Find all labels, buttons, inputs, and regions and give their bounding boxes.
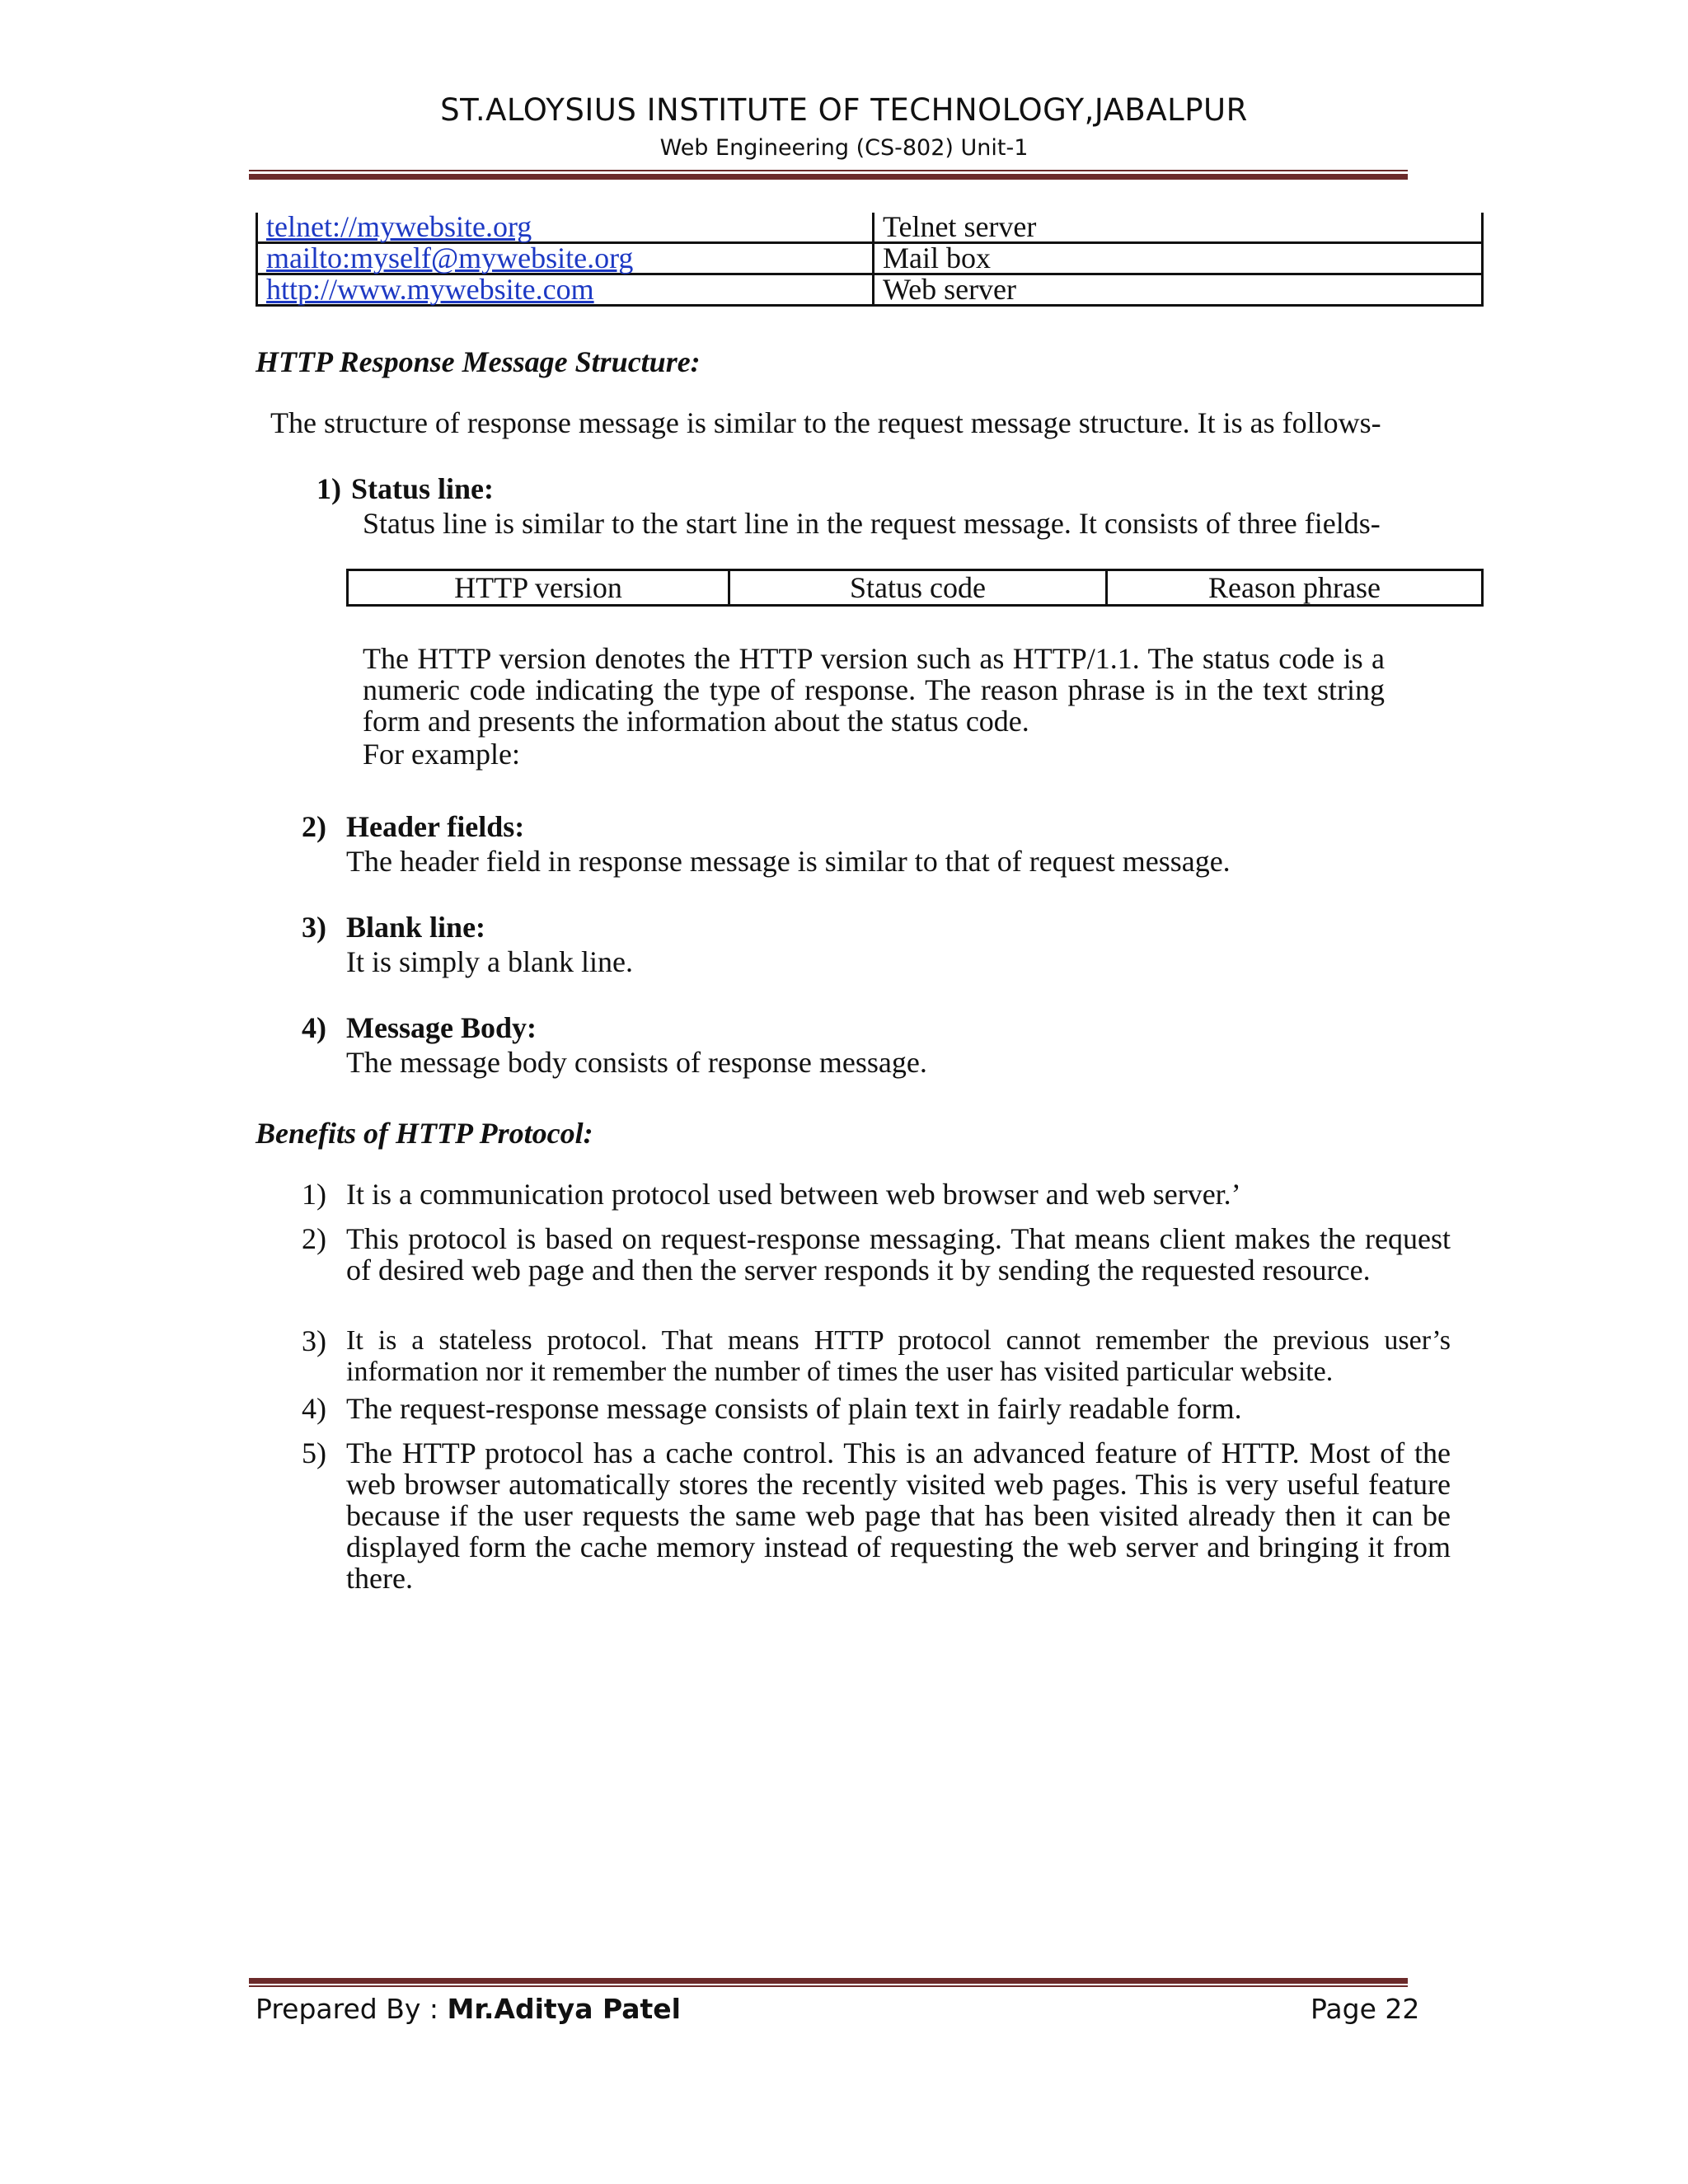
benefit-item: The HTTP protocol has a cache control. This is an advanced feature of HTTP. Most of the web browser automatically stores the recently visited web pages. This is very useful feature because if the user requests the same web page that has been visited already then it can be displayed form the cache memory instead of requesting the web server and bringing it from there.	[346, 1436, 1451, 1595]
section-heading-benefits: Benefits of HTTP Protocol:	[256, 1117, 593, 1150]
table-row	[257, 243, 1483, 274]
blank-line-number: 3)	[302, 911, 326, 944]
benefit-number: 2)	[302, 1222, 326, 1255]
benefit-number: 3)	[302, 1324, 326, 1357]
table-cell	[257, 274, 874, 306]
table-cell: Mail box	[874, 243, 1483, 274]
benefit-item: It is a communication protocol used between web browser and web server.’	[346, 1178, 1241, 1211]
status-line-desc: Status line is similar to the start line in the request message. It consists of three fields-	[363, 507, 1381, 540]
message-body-title: Message Body:	[346, 1011, 537, 1044]
table-cell	[257, 210, 874, 243]
footer-page-number: Page 22	[1311, 1993, 1420, 2025]
blank-line-desc: It is simply a blank line.	[346, 945, 633, 978]
header-fields-number: 2)	[302, 810, 326, 843]
benefit-number: 5)	[302, 1436, 326, 1469]
status-line-explanation: The HTTP version denotes the HTTP version such as HTTP/1.1. The status code is a numeric code indicating the type of response. The reason phrase is in the text string form and presents the information about the status code.	[363, 642, 1385, 738]
page-header-subtitle: Web Engineering (CS-802) Unit-1	[659, 135, 1029, 161]
table-cell: Reason phrase	[1107, 570, 1483, 606]
header-fields-title: Header fields:	[346, 810, 525, 843]
footer-rule-thin	[249, 1985, 1408, 1987]
response-intro: The structure of response message is similar to the request message structure. It is as follows-	[270, 406, 1381, 439]
message-body-number: 4)	[302, 1011, 326, 1044]
section-heading-response: HTTP Response Message Structure:	[256, 345, 701, 378]
table-row	[348, 570, 1483, 606]
benefit-number: 4)	[302, 1392, 326, 1425]
message-body-desc: The message body consists of response message.	[346, 1046, 927, 1079]
table-cell: Web server	[874, 274, 1483, 306]
status-line-fields-table	[346, 569, 1484, 607]
header-rule-thick	[249, 174, 1408, 180]
footer-rule-thick	[249, 1978, 1408, 1984]
benefit-item: This protocol is based on request-response messaging. That means client makes the request of desired web page and then the server responds it by sending the requested resource.	[346, 1222, 1451, 1286]
status-line-title: Status line:	[351, 472, 495, 505]
status-line-number: 1)	[316, 472, 341, 505]
table-cell: Status code	[729, 570, 1107, 606]
footer-prepared-by	[256, 1993, 681, 2025]
table-cell: Telnet server	[874, 213, 1483, 243]
page-header-title: ST.ALOYSIUS INSTITUTE OF TECHNOLOGY,JABALPUR	[440, 92, 1248, 128]
url-link[interactable]: telnet://mywebsite.org	[266, 210, 532, 243]
header-rule-thin	[249, 170, 1408, 171]
benefit-item: The request-response message consists of plain text in fairly readable form.	[346, 1392, 1242, 1425]
url-link[interactable]: mailto:myself@mywebsite.org	[266, 241, 634, 274]
benefit-item: It is a stateless protocol. That means HTTP protocol cannot remember the previous user’s information nor it remember the number of times the user has visited particular website.	[346, 1325, 1451, 1387]
url-scheme-table	[256, 210, 1484, 307]
table-row	[257, 274, 1483, 306]
url-link[interactable]: http://www.mywebsite.com	[266, 273, 594, 306]
table-row	[257, 213, 1483, 243]
footer-prepared-label: Prepared By :	[256, 1993, 448, 2025]
header-fields-desc: The header field in response message is similar to that of request message.	[346, 845, 1231, 878]
footer-author: Mr.Aditya Patel	[447, 1993, 681, 2025]
table-cell	[257, 243, 874, 274]
table-cell: HTTP version	[348, 570, 729, 606]
blank-line-title: Blank line:	[346, 911, 486, 944]
status-line-example: For example:	[363, 738, 520, 771]
benefit-number: 1)	[302, 1178, 326, 1211]
